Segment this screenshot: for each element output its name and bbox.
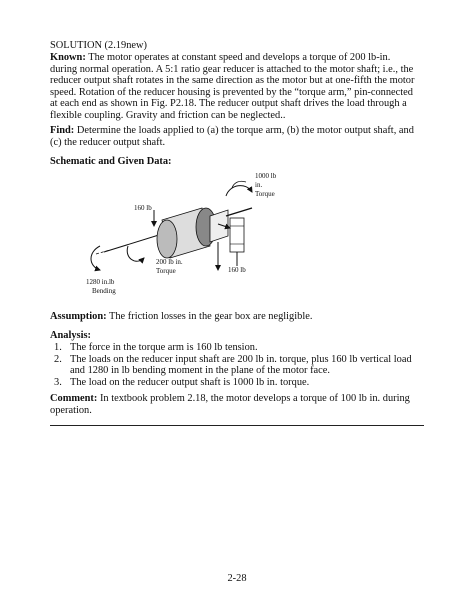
analysis-item-number: 2.	[54, 353, 62, 365]
assumption-label: Assumption:	[50, 311, 107, 322]
find-line: Determine the loads applied to (a) the torque arm, (b) the motor output shaft, and	[76, 125, 414, 136]
bending-moment-arrow	[91, 246, 100, 270]
top-torque-value: 1000 lb	[255, 172, 277, 180]
motor-torque-value: 200 lb in.	[156, 258, 183, 266]
down-force-label: 160 lb	[228, 266, 246, 274]
section-divider	[50, 425, 424, 426]
page-number: 2-28	[227, 573, 247, 584]
known-section	[50, 52, 428, 122]
assumption-text: The friction losses in the gear box are negligible.	[109, 311, 313, 322]
analysis-item: 3. The load on the reducer output shaft is 1000 lb in. torque.	[54, 376, 310, 388]
schematic-diagram	[70, 166, 310, 300]
schematic-heading: Schematic and Given Data:	[50, 156, 172, 167]
comment-section: Comment: In textbook problem 2.18, the motor develops a torque of 100 lb in. during operation.	[50, 393, 410, 416]
comment-label: Comment:	[50, 393, 98, 404]
top-torque-unit: in.	[255, 181, 263, 189]
torque-arm	[230, 218, 244, 266]
motor-torque-arrow	[127, 246, 144, 261]
known-line: The motor operates at constant speed and develops a torque of 200 lb-in.	[88, 52, 391, 63]
shaft-centerline	[96, 250, 110, 254]
arm-force-label: 160 lb	[134, 204, 152, 212]
motor-shaft	[104, 234, 162, 252]
analysis-list	[50, 342, 430, 388]
output-torque-arrow	[226, 186, 252, 196]
analysis-item: 1. The force in the torque arm is 160 lb tension.	[54, 342, 258, 353]
bending-value: 1280 in.lb	[86, 278, 115, 286]
known-label: Known:	[50, 52, 86, 63]
assumption-section	[50, 311, 428, 323]
solution-title: SOLUTION (2.19new)	[50, 40, 147, 51]
known-line: flexible coupling. Gravity and friction can be neglected..	[50, 109, 286, 121]
find-section	[50, 125, 428, 148]
known-line: reducer output shaft rotates in the same direction as the motor but at one-fifth the motor	[50, 75, 415, 87]
find-line: (c) the reducer output shaft.	[50, 136, 166, 148]
motor-body	[157, 208, 216, 258]
bending-name: Bending	[92, 287, 116, 295]
analysis-heading: Analysis:	[50, 330, 91, 341]
known-line: during normal operation. A 5:1 ratio gear reducer is attached to the motor shaft; i.e., the	[50, 63, 414, 75]
known-line: speed. Rotation of the reducer housing is prevented by the “torque arm,” pin-connected	[50, 86, 413, 98]
top-torque-name: Torque	[255, 190, 275, 198]
analysis-item-number: 1.	[54, 342, 62, 353]
find-label: Find:	[50, 125, 75, 136]
analysis-item: 2. The loads on the reducer input shaft are 200 lb in. torque, plus 160 lb vertical load and 1280 in lb bending moment in the plane of the motor face.	[54, 353, 412, 377]
analysis-item-number: 3.	[54, 376, 62, 388]
known-line: at each end as shown in Fig. P2.18. The reducer output shaft drives the load through a	[50, 98, 407, 110]
motor-torque-name: Torque	[156, 267, 176, 275]
